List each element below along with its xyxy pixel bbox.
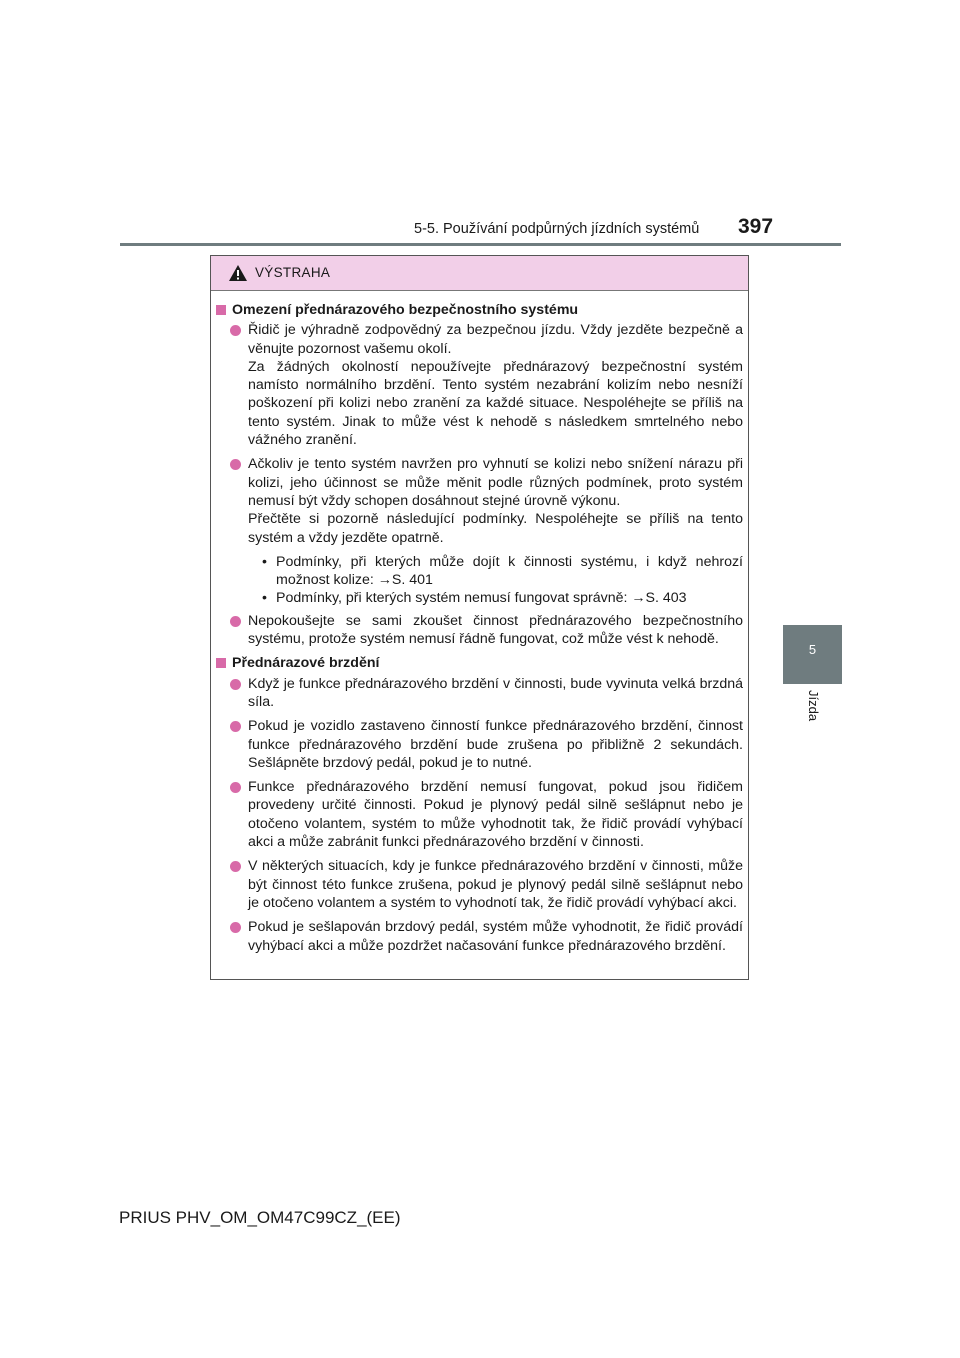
round-bullet-icon xyxy=(230,616,241,627)
round-bullet-icon xyxy=(230,782,241,793)
list-item xyxy=(216,778,743,851)
paragraph: Pokud je sešlapován brzdový pedál, systém může vyhodnotit, že řidič provádí vyhýbací akci a může pozdržet načasování funkce přednárazového brzdění. xyxy=(248,919,743,954)
sub-list-item-text: Podmínky, při kterých může dojít k činnosti systému, i když nehrozí možnost kolize: →S. 401 xyxy=(276,553,743,589)
warning-header xyxy=(211,256,748,291)
paragraph: Když je funkce přednárazového brzdění v činnosti, bude vyvinuta velká brzdná síla. xyxy=(248,675,743,710)
round-bullet-icon xyxy=(230,459,241,470)
paragraph: Za žádných okolností nepoužívejte přednárazový bezpečnostní systém namísto normálního brzdění. Tento systém nezabrání kolizím nebo nesníží poškození při kolizi nebo zranění za každé situace. Nespoléhejte se příliš na tento systém. Jinak to může vést k nehodě s následkem smrtelného nebo vážného zranění. xyxy=(248,358,743,449)
round-bullet-icon xyxy=(230,922,241,933)
paragraph: Přečtěte si pozorně následující podmínky. Nespoléhejte se příliš na tento systém a vždy jezděte opatrně. xyxy=(248,511,743,546)
warning-box xyxy=(210,255,749,980)
list-item xyxy=(216,857,743,912)
section-heading-text: Omezení přednárazového bezpečnostního systému xyxy=(232,302,579,318)
square-bullet-icon xyxy=(216,305,226,315)
list-item xyxy=(216,612,743,649)
section-heading-text: Přednárazové brzdění xyxy=(232,655,380,672)
round-bullet-icon xyxy=(230,721,241,732)
sub-list-item-text: Podmínky, při kterých systém nemusí fungovat správně: →S. 403 xyxy=(276,590,687,607)
warning-content xyxy=(211,291,750,961)
paragraph: Pokud je vozidlo zastaveno činností funkce přednárazového brzdění, činnost funkce přednárazového brzdění bude zrušena po přibližně 2 sekundách. Sešlápněte brzdový pedál, pokud je to nutné. xyxy=(248,718,743,771)
warning-title: VÝSTRAHA xyxy=(255,265,331,280)
list-item xyxy=(216,455,743,546)
chapter-label: Jízda xyxy=(806,690,821,722)
sub-list xyxy=(216,553,743,608)
paragraph: Nepokoušejte se sami zkoušet činnost přednárazového bezpečnostního systému, protože systém nemusí řádně fungovat, což může vést k nehodě. xyxy=(248,612,743,648)
list-item xyxy=(216,321,743,449)
round-bullet-icon xyxy=(230,325,241,336)
warning-triangle-icon xyxy=(228,264,248,282)
sub-list-item xyxy=(216,553,743,590)
round-bullet-icon xyxy=(230,679,241,690)
round-bullet-icon xyxy=(230,861,241,872)
header-rule xyxy=(120,243,841,246)
sub-list-item xyxy=(216,589,743,607)
paragraph: Ačkoliv je tento systém navržen pro vyhnutí se kolizi nebo snížení nárazu při kolizi, jeho účinnost se může měnit podle různých podmínek, proto systém nemusí být vždy schopen dosáhnout stejné úrovně výkonu. xyxy=(248,456,743,509)
paragraph: V některých situacích, kdy je funkce přednárazového brzdění v činnosti, může být činnost této funkce zrušena, pokud je plynový pedál silně sešlápnut nebo je otočeno volantem a systém to vyhodnotí tak, že řidič provádí vyhýbací akci. xyxy=(248,858,743,911)
list-item xyxy=(216,717,743,772)
section-heading xyxy=(216,301,743,319)
chapter-tab[interactable]: 5 xyxy=(783,625,842,684)
list-item xyxy=(216,918,743,955)
list-item xyxy=(216,675,743,712)
section-heading xyxy=(216,654,743,672)
sub-bullet-icon: • xyxy=(262,590,267,607)
paragraph: Funkce přednárazového brzdění nemusí fungovat, pokud jsou řidičem provedeny určité činnosti. Pokud je plynový pedál silně sešlápnut nebo je otočeno volantem, systém to může vyhodnotit tak, že řidič provádí vyhýbací akci a může zabránit funkci přednárazového brzdění v činnosti. xyxy=(248,779,743,851)
section-title: 5-5. Používání podpůrných jízdních systémů xyxy=(414,221,700,237)
sub-bullet-icon: • xyxy=(262,553,267,570)
paragraph: Řidič je výhradně zodpovědný za bezpečnou jízdu. Vždy jezděte bezpečně a věnujte pozornost vašemu okolí. xyxy=(248,322,743,357)
square-bullet-icon xyxy=(216,658,226,668)
page-number: 397 xyxy=(738,215,774,238)
document-code: PRIUS PHV_OM_OM47C99CZ_(EE) xyxy=(119,1208,401,1227)
